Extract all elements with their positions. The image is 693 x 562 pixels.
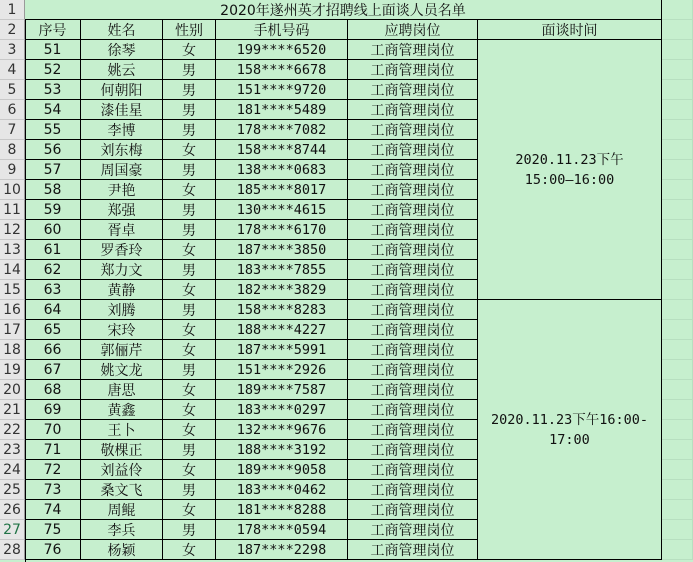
cell-gender[interactable]: 男 [163,80,216,100]
row-number-27[interactable]: 27 [0,520,25,540]
cell-seq[interactable]: 63 [25,280,81,300]
cell-phone[interactable]: 183****0297 [216,400,348,420]
interview-time-cell[interactable]: 2020.11.23下午 15:00—16:00 [478,40,662,300]
cell-phone[interactable]: 151****2926 [216,360,348,380]
cell-name[interactable]: 黄鑫 [81,400,163,420]
cell-name[interactable]: 周鲲 [81,500,163,520]
cell-name[interactable]: 桑文飞 [81,480,163,500]
cell-seq[interactable]: 72 [25,460,81,480]
cell-post[interactable]: 工商管理岗位 [348,300,478,320]
empty-cell[interactable] [662,260,693,280]
cell-post[interactable]: 工商管理岗位 [348,520,478,540]
cell-phone[interactable]: 178****6170 [216,220,348,240]
empty-cell[interactable] [662,220,693,240]
cell-phone[interactable]: 189****7587 [216,380,348,400]
empty-cell[interactable] [662,440,693,460]
cell-name[interactable]: 罗香玲 [81,240,163,260]
cell-gender[interactable]: 男 [163,160,216,180]
cell-name[interactable]: 胥卓 [81,220,163,240]
header-seq[interactable]: 序号 [25,20,81,40]
cell-post[interactable]: 工商管理岗位 [348,260,478,280]
cell-seq[interactable]: 67 [25,360,81,380]
cell-gender[interactable]: 女 [163,420,216,440]
cell-seq[interactable]: 57 [25,160,81,180]
cell-gender[interactable]: 女 [163,380,216,400]
row-number-12[interactable]: 12 [0,220,25,240]
row-number-4[interactable]: 4 [0,60,25,80]
cell-post[interactable]: 工商管理岗位 [348,40,478,60]
cell-gender[interactable]: 男 [163,200,216,220]
cell-gender[interactable]: 男 [163,120,216,140]
cell-name[interactable]: 周国豪 [81,160,163,180]
cell-seq[interactable]: 76 [25,540,81,560]
cell-phone[interactable]: 181****8288 [216,500,348,520]
cell-seq[interactable]: 68 [25,380,81,400]
cell-name[interactable]: 刘腾 [81,300,163,320]
empty-cell[interactable] [662,120,693,140]
cell-seq[interactable]: 73 [25,480,81,500]
cell-name[interactable]: 李兵 [81,520,163,540]
empty-cell[interactable] [662,40,693,60]
cell-name[interactable]: 杨颖 [81,540,163,560]
cell-seq[interactable]: 52 [25,60,81,80]
cell-gender[interactable]: 女 [163,180,216,200]
cell-phone[interactable]: 187****2298 [216,540,348,560]
cell-post[interactable]: 工商管理岗位 [348,160,478,180]
empty-cell[interactable] [662,500,693,520]
cell-seq[interactable]: 64 [25,300,81,320]
cell-phone[interactable]: 158****8283 [216,300,348,320]
empty-cell[interactable] [662,60,693,80]
cell-gender[interactable]: 男 [163,440,216,460]
empty-cell[interactable] [662,160,693,180]
cell-post[interactable]: 工商管理岗位 [348,200,478,220]
row-number-24[interactable]: 24 [0,460,25,480]
row-number-19[interactable]: 19 [0,360,25,380]
row-number-5[interactable]: 5 [0,80,25,100]
cell-seq[interactable]: 65 [25,320,81,340]
cell-gender[interactable]: 男 [163,100,216,120]
empty-cell[interactable] [662,180,693,200]
row-number-21[interactable]: 21 [0,400,25,420]
cell-post[interactable]: 工商管理岗位 [348,460,478,480]
row-number-3[interactable]: 3 [0,40,25,60]
row-number-8[interactable]: 8 [0,140,25,160]
cell-gender[interactable]: 男 [163,300,216,320]
row-number-2[interactable]: 2 [0,20,25,40]
cell-gender[interactable]: 女 [163,240,216,260]
empty-cell[interactable] [662,200,693,220]
row-number-26[interactable]: 26 [0,500,25,520]
cell-name[interactable]: 漆佳星 [81,100,163,120]
cell-gender[interactable]: 女 [163,320,216,340]
cell-post[interactable]: 工商管理岗位 [348,420,478,440]
cell-gender[interactable]: 女 [163,400,216,420]
cell-name[interactable]: 何朝阳 [81,80,163,100]
cell-phone[interactable]: 187****5991 [216,340,348,360]
cell-post[interactable]: 工商管理岗位 [348,500,478,520]
row-number-16[interactable]: 16 [0,300,25,320]
empty-cell[interactable] [662,20,693,40]
cell-seq[interactable]: 59 [25,200,81,220]
sheet-title-cell[interactable]: 2020年遂州英才招聘线上面谈人员名单 [25,0,662,20]
cell-seq[interactable]: 58 [25,180,81,200]
cell-phone[interactable]: 178****7082 [216,120,348,140]
cell-gender[interactable]: 女 [163,340,216,360]
empty-cell[interactable] [662,480,693,500]
cell-name[interactable]: 黄静 [81,280,163,300]
cell-gender[interactable]: 男 [163,480,216,500]
row-number-10[interactable]: 10 [0,180,25,200]
cell-post[interactable]: 工商管理岗位 [348,360,478,380]
empty-cell[interactable] [662,140,693,160]
cell-gender[interactable]: 女 [163,140,216,160]
cell-seq[interactable]: 61 [25,240,81,260]
cell-name[interactable]: 郑强 [81,200,163,220]
empty-cell[interactable] [662,100,693,120]
cell-phone[interactable]: 132****9676 [216,420,348,440]
cell-name[interactable]: 宋玲 [81,320,163,340]
row-number-6[interactable]: 6 [0,100,25,120]
cell-seq[interactable]: 71 [25,440,81,460]
cell-post[interactable]: 工商管理岗位 [348,480,478,500]
cell-seq[interactable]: 70 [25,420,81,440]
empty-cell[interactable] [662,0,693,20]
cell-name[interactable]: 郭俪芹 [81,340,163,360]
row-number-18[interactable]: 18 [0,340,25,360]
cell-gender[interactable]: 女 [163,460,216,480]
empty-cell[interactable] [662,360,693,380]
cell-post[interactable]: 工商管理岗位 [348,60,478,80]
row-number-28[interactable]: 28 [0,540,25,560]
cell-seq[interactable]: 56 [25,140,81,160]
header-phone[interactable]: 手机号码 [216,20,348,40]
cell-post[interactable]: 工商管理岗位 [348,440,478,460]
empty-cell[interactable] [662,300,693,320]
cell-post[interactable]: 工商管理岗位 [348,140,478,160]
cell-phone[interactable]: 151****9720 [216,80,348,100]
cell-seq[interactable]: 54 [25,100,81,120]
cell-post[interactable]: 工商管理岗位 [348,240,478,260]
cell-post[interactable]: 工商管理岗位 [348,280,478,300]
header-name[interactable]: 姓名 [81,20,163,40]
row-number-20[interactable]: 20 [0,380,25,400]
cell-phone[interactable]: 189****9058 [216,460,348,480]
cell-name[interactable]: 姚文龙 [81,360,163,380]
header-time[interactable]: 面谈时间 [478,20,662,40]
cell-name[interactable]: 徐琴 [81,40,163,60]
row-number-13[interactable]: 13 [0,240,25,260]
cell-seq[interactable]: 66 [25,340,81,360]
empty-cell[interactable] [662,460,693,480]
cell-post[interactable]: 工商管理岗位 [348,540,478,560]
empty-cell[interactable] [662,80,693,100]
cell-seq[interactable]: 69 [25,400,81,420]
empty-cell[interactable] [662,240,693,260]
cell-phone[interactable]: 188****3192 [216,440,348,460]
cell-phone[interactable]: 138****0683 [216,160,348,180]
cell-seq[interactable]: 53 [25,80,81,100]
empty-cell[interactable] [662,540,693,560]
row-number-23[interactable]: 23 [0,440,25,460]
cell-post[interactable]: 工商管理岗位 [348,400,478,420]
interview-time-cell[interactable]: 2020.11.23下午16:00- 17:00 [478,300,662,560]
cell-phone[interactable]: 181****5489 [216,100,348,120]
cell-name[interactable]: 刘东梅 [81,140,163,160]
empty-cell[interactable] [662,420,693,440]
cell-phone[interactable]: 185****8017 [216,180,348,200]
cell-name[interactable]: 李博 [81,120,163,140]
empty-cell[interactable] [662,380,693,400]
cell-seq[interactable]: 60 [25,220,81,240]
cell-seq[interactable]: 75 [25,520,81,540]
cell-phone[interactable]: 158****8744 [216,140,348,160]
empty-cell[interactable] [662,400,693,420]
cell-post[interactable]: 工商管理岗位 [348,120,478,140]
empty-cell[interactable] [662,280,693,300]
cell-gender[interactable]: 女 [163,280,216,300]
header-post[interactable]: 应聘岗位 [348,20,478,40]
cell-post[interactable]: 工商管理岗位 [348,320,478,340]
cell-gender[interactable]: 男 [163,520,216,540]
cell-phone[interactable]: 130****4615 [216,200,348,220]
cell-gender[interactable]: 男 [163,360,216,380]
row-number-11[interactable]: 11 [0,200,25,220]
row-number-14[interactable]: 14 [0,260,25,280]
cell-gender[interactable]: 女 [163,40,216,60]
cell-phone[interactable]: 182****3829 [216,280,348,300]
cell-name[interactable]: 姚云 [81,60,163,80]
empty-cell[interactable] [662,320,693,340]
cell-gender[interactable]: 男 [163,60,216,80]
cell-post[interactable]: 工商管理岗位 [348,380,478,400]
cell-phone[interactable]: 158****6678 [216,60,348,80]
cell-name[interactable]: 王卜 [81,420,163,440]
row-number-17[interactable]: 17 [0,320,25,340]
row-number-7[interactable]: 7 [0,120,25,140]
empty-cell[interactable] [662,340,693,360]
cell-post[interactable]: 工商管理岗位 [348,100,478,120]
empty-cell[interactable] [662,520,693,540]
row-number-15[interactable]: 15 [0,280,25,300]
cell-seq[interactable]: 62 [25,260,81,280]
cell-phone[interactable]: 188****4227 [216,320,348,340]
cell-post[interactable]: 工商管理岗位 [348,340,478,360]
cell-seq[interactable]: 55 [25,120,81,140]
cell-name[interactable]: 唐思 [81,380,163,400]
cell-phone[interactable]: 183****0462 [216,480,348,500]
cell-seq[interactable]: 74 [25,500,81,520]
cell-gender[interactable]: 女 [163,540,216,560]
row-number-1[interactable]: 1 [0,0,25,20]
row-number-25[interactable]: 25 [0,480,25,500]
cell-gender[interactable]: 女 [163,500,216,520]
cell-phone[interactable]: 178****0594 [216,520,348,540]
cell-phone[interactable]: 187****3850 [216,240,348,260]
cell-name[interactable]: 尹艳 [81,180,163,200]
cell-post[interactable]: 工商管理岗位 [348,180,478,200]
cell-phone[interactable]: 199****6520 [216,40,348,60]
cell-gender[interactable]: 男 [163,220,216,240]
cell-name[interactable]: 刘益伶 [81,460,163,480]
cell-name[interactable]: 郑力文 [81,260,163,280]
header-gender[interactable]: 性别 [163,20,216,40]
cell-gender[interactable]: 男 [163,260,216,280]
cell-phone[interactable]: 183****7855 [216,260,348,280]
cell-name[interactable]: 敬棵正 [81,440,163,460]
cell-seq[interactable]: 51 [25,40,81,60]
row-number-9[interactable]: 9 [0,160,25,180]
cell-post[interactable]: 工商管理岗位 [348,80,478,100]
cell-post[interactable]: 工商管理岗位 [348,220,478,240]
row-number-22[interactable]: 22 [0,420,25,440]
